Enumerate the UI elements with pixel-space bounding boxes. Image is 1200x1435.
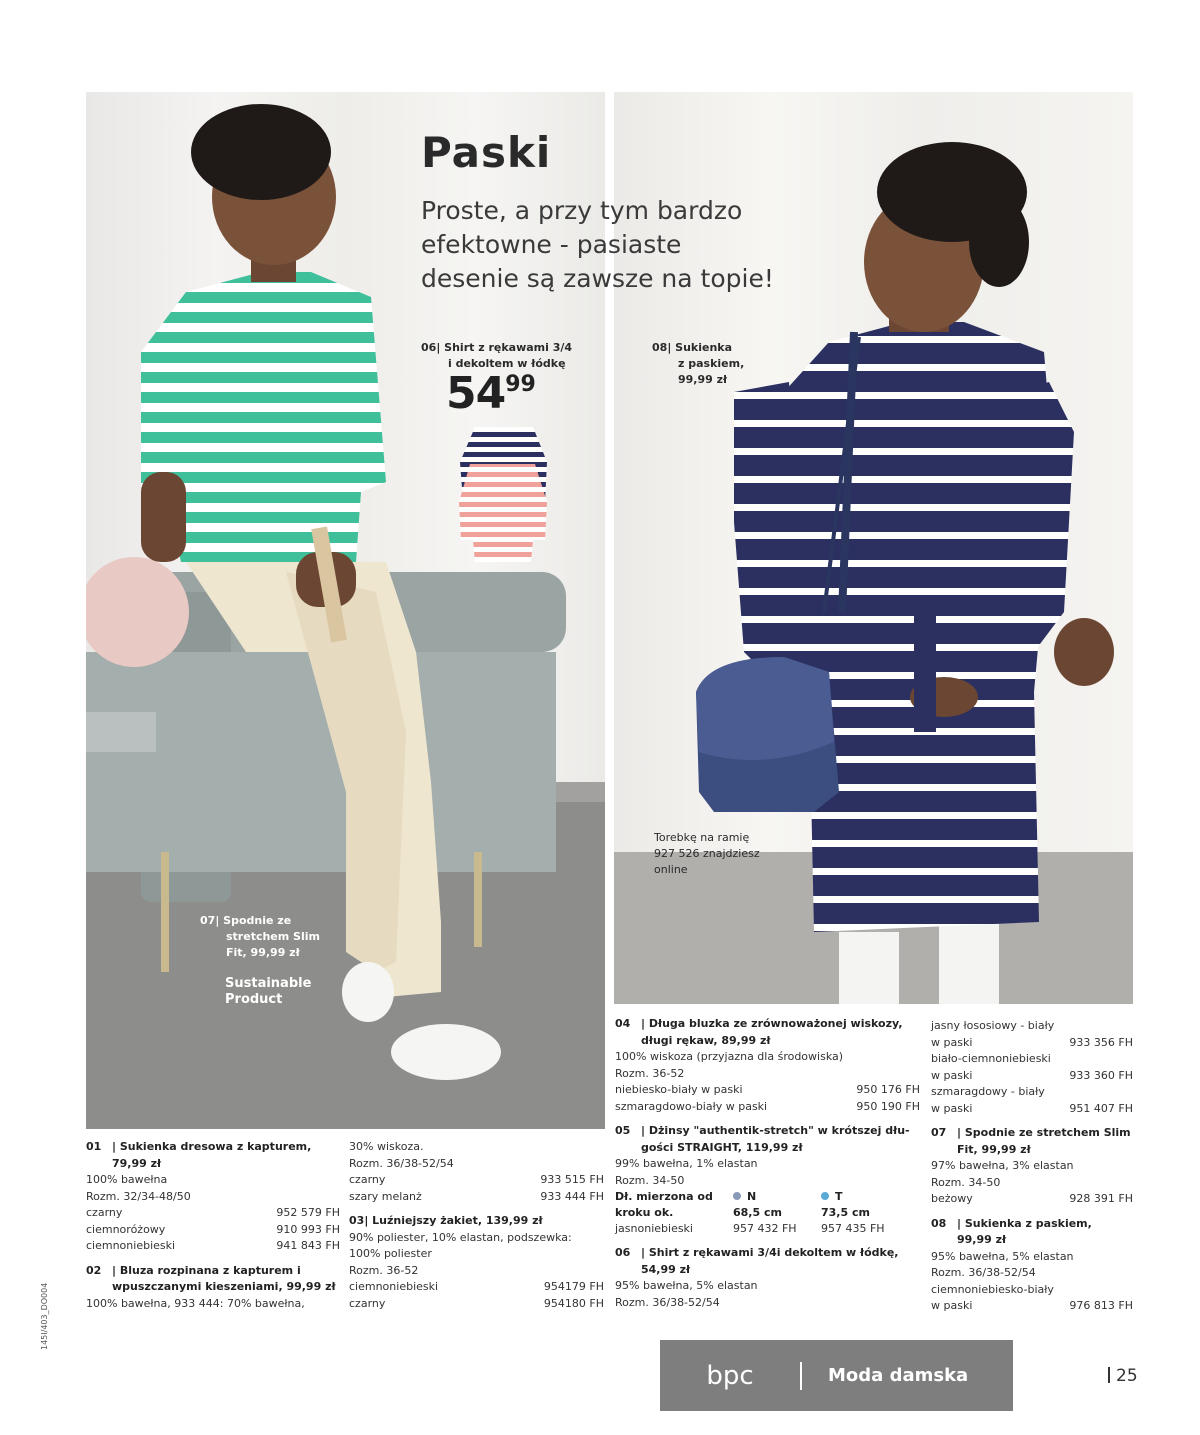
callout-07: 07| Spodnie ze stretchem Slim Fit, 99,99 zł bbox=[200, 914, 320, 959]
product-06-title-line1: Shirt z rękawami 3/4i dekoltem w łódkę, bbox=[648, 1246, 899, 1259]
variant-code: 933 444 FH bbox=[540, 1189, 604, 1203]
callout-06-line1: Shirt z rękawami 3/4 bbox=[444, 341, 573, 354]
bag-note-line2: 927 526 znajdziesz bbox=[654, 847, 760, 860]
measure-n-label bbox=[733, 1189, 821, 1205]
product-01-sizes: Rozm. 32/34-48/50 bbox=[86, 1189, 191, 1203]
callout-08-line2: z paskiem, bbox=[678, 357, 745, 370]
callout-08: 08| Sukienka z paskiem, 99,99 zł bbox=[652, 341, 745, 386]
measure-variant-color: jasnoniebieski bbox=[615, 1222, 693, 1235]
page-subtitle: Proste, a przy tym bardzo efektowne - pasiaste desenie są zawsze na topie! bbox=[421, 196, 774, 293]
variant-color: ciemnoniebieski bbox=[349, 1280, 439, 1293]
shirt-thumbnails bbox=[455, 422, 555, 567]
measure-label-1: Dł. mierzona od bbox=[615, 1190, 713, 1203]
product-column-4 bbox=[931, 1018, 1133, 1315]
variant-code: 933 356 FH bbox=[1069, 1035, 1133, 1049]
variant-code: 951 407 FH bbox=[1069, 1101, 1133, 1115]
product-05-title: 05 | Dżinsy "authentik-stretch" w krótszej dłu- bbox=[615, 1123, 920, 1140]
product-03-variant bbox=[349, 1279, 604, 1296]
product-01-num: 01 bbox=[86, 1140, 102, 1153]
product-07-sizes: Rozm. 34-50 bbox=[931, 1175, 1001, 1189]
product-06-variant-color1: biało-ciemnoniebieski bbox=[931, 1052, 1051, 1065]
variant-color: szary melanż bbox=[349, 1189, 422, 1203]
product-04-sizes: Rozm. 36-52 bbox=[615, 1066, 685, 1080]
variant-code: 933 360 FH bbox=[1069, 1068, 1133, 1082]
product-05-title-line1: Dżinsy "authentik-stretch" w krótszej dłu- bbox=[648, 1124, 910, 1137]
page-number-text: 25 bbox=[1116, 1366, 1138, 1386]
callout-06: 06| Shirt z rękawami 3/4 i dekoltem w łódkę bbox=[421, 341, 573, 370]
callout-08-num: 08 bbox=[652, 341, 668, 354]
variant-code: 910 993 FH bbox=[276, 1222, 340, 1236]
bag-note-line3: online bbox=[654, 863, 688, 876]
product-06-variant-color1: jasny łososiowy - biały bbox=[931, 1019, 1055, 1032]
product-05-title-line2: gości STRAIGHT, 119,99 zł bbox=[641, 1140, 803, 1154]
variant-color: niebiesko-biały w paski bbox=[615, 1083, 743, 1096]
product-06-sizes: Rozm. 36/38-52/54 bbox=[615, 1295, 720, 1309]
footer-section-bar bbox=[660, 1340, 1013, 1411]
footer-divider bbox=[800, 1362, 802, 1390]
product-06-title: 06 | Shirt z rękawami 3/4i dekoltem w łódkę, bbox=[615, 1245, 920, 1262]
product-07-variant bbox=[931, 1191, 1133, 1208]
product-02-num: 02 bbox=[86, 1263, 102, 1277]
callout-08-line1: Sukienka bbox=[675, 341, 733, 354]
measure-t-label bbox=[821, 1189, 909, 1205]
measure-t-value: 73,5 cm bbox=[821, 1206, 870, 1219]
variant-code: 952 579 FH bbox=[276, 1206, 340, 1219]
product-08-title-line1: Sukienka z paskiem, bbox=[964, 1216, 1092, 1230]
variant-code: 950 176 FH bbox=[856, 1083, 920, 1096]
product-01-price: 79,99 zł bbox=[112, 1156, 162, 1170]
callout-06-num: 06 bbox=[421, 341, 437, 354]
section-label: Moda damska bbox=[828, 1365, 969, 1386]
product-05-material: 99% bawełna, 1% elastan bbox=[615, 1157, 758, 1170]
product-05-sizes: Rozm. 34-50 bbox=[615, 1173, 685, 1187]
product-02-sizes: Rozm. 36/38-52/54 bbox=[349, 1156, 454, 1170]
variant-color: ciemnoróżowy bbox=[86, 1222, 166, 1236]
callout-06-line2: i dekoltem w łódkę bbox=[448, 357, 566, 370]
product-03-material2: 100% poliester bbox=[349, 1247, 432, 1260]
product-06-title-line2: 54,99 zł bbox=[641, 1262, 691, 1276]
product-04-title-line2: długi rękaw, 89,99 zł bbox=[641, 1033, 771, 1047]
brand-logo: bpc bbox=[706, 1360, 754, 1391]
product-04-title-line1: Długa bluzka ze zrównoważonej wiskozy, bbox=[648, 1017, 903, 1030]
product-03-title-line1: Luźniejszy żakiet, 139,99 zł bbox=[372, 1214, 543, 1227]
sustainable-line1: Sustainable bbox=[225, 976, 312, 991]
callout-07-line1: Spodnie ze bbox=[223, 914, 292, 927]
variant-code: 950 190 FH bbox=[856, 1099, 920, 1113]
product-03-sizes: Rozm. 36-52 bbox=[349, 1263, 419, 1277]
product-08-title-line2: 99,99 zł bbox=[957, 1233, 1007, 1246]
variant-code: 976 813 FH bbox=[1069, 1299, 1133, 1312]
measure-n-value: 68,5 cm bbox=[733, 1206, 782, 1219]
side-code: 145I/403_DO004 bbox=[40, 1282, 49, 1350]
product-07-title-line2: Fit, 99,99 zł bbox=[957, 1142, 1031, 1156]
callout-07-line2: stretchem Slim bbox=[226, 930, 320, 943]
callout-07-line3: Fit, 99,99 zł bbox=[226, 946, 300, 959]
product-03-title: 03| Luźniejszy żakiet, 139,99 zł bbox=[349, 1214, 543, 1227]
product-01-material: 100% bawełna bbox=[86, 1173, 168, 1186]
product-04-variant bbox=[615, 1099, 920, 1116]
product-03-num: 03 bbox=[349, 1214, 365, 1227]
page-number-divider bbox=[1108, 1367, 1110, 1383]
variant-color: w paski bbox=[931, 1101, 973, 1115]
product-08-num: 08 bbox=[931, 1216, 947, 1230]
product-02-title-line1: Bluza rozpinana z kapturem i bbox=[119, 1263, 301, 1277]
product-04-variant bbox=[615, 1082, 920, 1099]
variant-color: beżowy bbox=[931, 1192, 973, 1205]
sustainable-line2: Product bbox=[225, 992, 283, 1007]
product-04-num: 04 bbox=[615, 1017, 631, 1030]
product-06-variant-color1: szmaragdowy - biały bbox=[931, 1085, 1045, 1098]
product-05-num: 05 bbox=[615, 1124, 631, 1137]
product-01-title: 01 | Sukienka dresowa z kapturem, bbox=[86, 1139, 340, 1156]
measure-label-2: kroku ok. bbox=[615, 1206, 674, 1219]
product-08-variant bbox=[931, 1298, 1133, 1315]
variant-color: w paski bbox=[931, 1068, 973, 1082]
bag-note bbox=[654, 830, 760, 878]
variant-code: 928 391 FH bbox=[1069, 1192, 1133, 1205]
dot-t-icon bbox=[821, 1192, 829, 1200]
product-02-title: 02 | Bluza rozpinana z kapturem i bbox=[86, 1263, 340, 1280]
variant-color: czarny bbox=[349, 1296, 386, 1310]
measure-n-code: 957 432 FH bbox=[733, 1222, 797, 1235]
product-01-variant bbox=[86, 1222, 340, 1239]
n-label-text: N bbox=[747, 1190, 757, 1203]
product-02-material: 100% bawełna, 933 444: 70% bawełna, bbox=[86, 1296, 305, 1310]
product-07-num: 07 bbox=[931, 1126, 947, 1139]
product-02-material-cont: 30% wiskoza. bbox=[349, 1140, 424, 1153]
product-08-color1: ciemnoniebiesko-biały bbox=[931, 1282, 1054, 1296]
callout-07-num: 07 bbox=[200, 914, 216, 927]
product-column-1 bbox=[86, 1139, 340, 1312]
page-number bbox=[1108, 1366, 1138, 1386]
variant-code: 954179 FH bbox=[543, 1280, 604, 1293]
big-price bbox=[446, 368, 536, 419]
dot-n-icon bbox=[733, 1192, 741, 1200]
product-08-sizes: Rozm. 36/38-52/54 bbox=[931, 1266, 1036, 1279]
product-01-variant bbox=[86, 1238, 340, 1255]
big-price-main: 54 bbox=[446, 368, 506, 419]
variant-code: 954180 FH bbox=[543, 1296, 604, 1310]
variant-color: szmaragdowo-biały w paski bbox=[615, 1099, 768, 1113]
product-08-title: 08 | Sukienka z paskiem, bbox=[931, 1216, 1133, 1233]
variant-code: 941 843 FH bbox=[276, 1239, 340, 1252]
product-03-material1: 90% poliester, 10% elastan, podszewka: bbox=[349, 1230, 572, 1244]
product-01-variant bbox=[86, 1205, 340, 1222]
product-06-variant bbox=[931, 1035, 1133, 1052]
product-02-variant bbox=[349, 1172, 604, 1189]
product-06-variant bbox=[931, 1068, 1133, 1085]
bag-note-line1: Torebkę na ramię bbox=[654, 831, 750, 844]
product-06-variant bbox=[931, 1101, 1133, 1118]
product-07-material: 97% bawełna, 3% elastan bbox=[931, 1159, 1074, 1172]
variant-color: czarny bbox=[349, 1173, 386, 1186]
product-04-material: 100% wiskoza (przyjazna dla środowiska) bbox=[615, 1050, 844, 1063]
product-07-title-line1: Spodnie ze stretchem Slim bbox=[964, 1126, 1131, 1139]
product-08-material: 95% bawełna, 5% elastan bbox=[931, 1249, 1074, 1263]
product-05-measurements bbox=[615, 1189, 920, 1237]
variant-color: ciemnoniebieski bbox=[86, 1239, 176, 1252]
product-07-title: 07 | Spodnie ze stretchem Slim bbox=[931, 1125, 1133, 1142]
variant-color: w paski bbox=[931, 1299, 973, 1312]
big-price-cents: 99 bbox=[505, 372, 536, 397]
callout-08-line3: 99,99 zł bbox=[678, 373, 728, 386]
page-title: Paski bbox=[421, 128, 552, 177]
product-01-title-line1: Sukienka dresowa z kapturem, bbox=[119, 1140, 312, 1153]
product-column-3 bbox=[615, 1016, 920, 1311]
sustainable-label bbox=[225, 976, 311, 1008]
product-column-2 bbox=[349, 1139, 604, 1312]
product-06-material: 95% bawełna, 5% elastan bbox=[615, 1279, 758, 1292]
product-02-title-line2: wpuszczanymi kieszeniami, 99,99 zł bbox=[112, 1280, 336, 1293]
product-04-title: 04 | Długa bluzka ze zrównoważonej wiskozy, bbox=[615, 1016, 920, 1033]
measure-t-code: 957 435 FH bbox=[821, 1222, 885, 1235]
variant-code: 933 515 FH bbox=[540, 1173, 604, 1186]
product-03-variant bbox=[349, 1296, 604, 1313]
variant-color: czarny bbox=[86, 1206, 123, 1219]
product-02-variant bbox=[349, 1189, 604, 1206]
product-06-num: 06 bbox=[615, 1246, 631, 1259]
t-label-text: T bbox=[835, 1190, 843, 1203]
variant-color: w paski bbox=[931, 1035, 973, 1049]
